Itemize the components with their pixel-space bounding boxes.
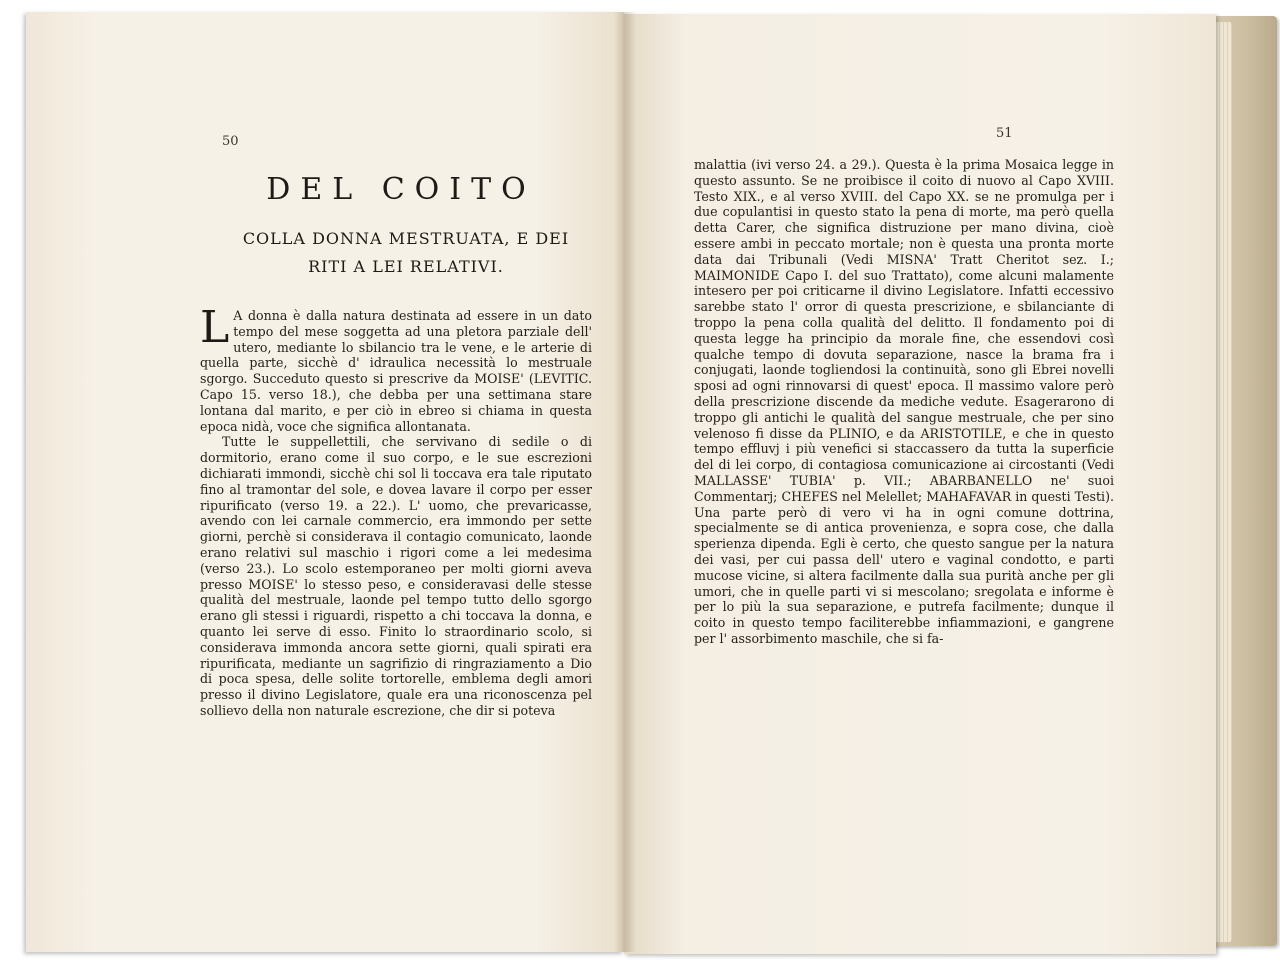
page-number-left: 50 xyxy=(222,134,239,149)
paragraph: malattia (ivi verso 24. a 29.). Questa è la prima Mosaica legge in questo assunto. Se ne proibisce il coito di nuovo al Capo XVIII. Testo XIX., e al verso XVIII. del Capo XX. se ne promulga per i due copulantisi in questo stato la pena di morte, ma però quella detta Carer, che significa distruzione per mano divina, cioè essere ambi in peccato mortale; non è questa una pronta morte data dai Tribunali (Vedi MISNA' Tratt Cheritot sez. I.; MAIMONIDE Capo I. del suo Trattato), come alcuni malamente intesero per poi criticarne il divino Legislatore. Infatti eccessivo sarebbe stato l' orror di questa prescrizione, e sbilanciante di troppo la pena colla qualità del delitto. Il fondamento poi di questa legge ha principio da morale fine, che essendovi così qualche tempo di dovuta separazione, nasce la brama fra i conjugati, laonde togliendosi la continuità, sono gli Ebrei novelli sposi ad ogni rinnovarsi di quest' epoca. Il massimo valore però della prescrizione discende da mediche vedute. Esagerarono di troppo gli antichi le qualità del sangue mestruale, che per sino velenoso fi disse da PLINIO, e da ARISTOTILE, e che in questo tempo effluvj i più venefici si staccassero da tutta la superficie del di lei corpo, di contagiosa comunicazione ai circostanti (Vedi MALLASSE' TUBIA' p. VII.; ABARBANELLO ne' suoi Commentarj; CHEFES nel Melellet; MAHAFAVAR in questi Testi). Una parte però di vero vi ha in ogni comune dottrina, specialmente se di antica provenienza, e sopra cose, che dalla sperienza dipenda. Egli è certo, che questo sangue per la natura dei vasi, per cui passa dell' utero e vaginal condotto, e parti mucose vicine, si altera facilmente dalla sua purità anche per gli umori, che in quelle parti vi si mescolano; sregolata e informe è per lo più la sua separazione, e putrefa facilmente; dunque il coito in questo tempo faciliterebbe infiammazioni, e gangrene per l' assorbimento maschile, che si fa- xyxy=(694,157,1114,646)
paragraph xyxy=(200,302,592,434)
subtitle-line-1: COLLA DONNA MESTRUATA, E DEI xyxy=(242,229,570,248)
page-number-right: 51 xyxy=(996,126,1013,141)
right-page xyxy=(624,14,1216,954)
paragraph-text: A donna è dalla natura destinata ad essere in un dato tempo del mese soggetta ad una pletora parziale dell' utero, mediante lo sbilancio tra le vene, e le arterie di quella parte, sicchè d' idraulica necessità lo mestruale sgorgo. Succeduto questo si prescrive da MOISE' (LEVITIC. Capo 15. verso 18.), che debba per una settimana stare lontana dal marito, e per ciò in ebreo si chiama in questa epoca nidà, voce che significa allontanata. xyxy=(200,308,592,434)
left-text-column xyxy=(200,302,592,719)
book-gutter xyxy=(614,12,636,952)
paragraph: Tutte le suppellettili, che servivano di sedile o di dormitorio, erano come il suo corpo, e le sue escrezioni dichiarati immondi, sicchè chi sol li toccava era tale riputato fino al tramontar del sole, e dovea lavare il corpo per esser ripurificato (verso 19. a 22.). L' uomo, che prevaricasse, avendo con lei carnale commercio, era immondo per sette giorni, perchè si considerava il contagio comunicato, laonde erano relativi sul maschio i rigori come a lei medesima (verso 23.). Lo scolo estemporaneo per molti giorni aveva presso MOISE' lo stesso peso, e consideravasi delle stesse qualità del mestruale, laonde pel tempo tutto dello sgorgo erano gli stessi i riguardi, rispetto a chi toccava la donna, e quanto lei serve di esso. Finito lo straordinario scolo, si considerava immonda ancora sette giorni, quali spirati era ripurificata, mediante un sagrifizio di ringraziamento a Dio di poca spesa, delle solite tortorelle, emblema degli amori presso il divino Legislatore, quale era una riconoscenza pel sollievo della non naturale escrezione, che dir si poteva xyxy=(200,434,592,718)
open-book xyxy=(22,12,1260,960)
drop-cap: L xyxy=(200,302,230,353)
chapter-title: DEL COITO xyxy=(266,172,536,207)
subtitle-line-2: RITI A LEI RELATIVI. xyxy=(308,257,504,276)
chapter-subtitle xyxy=(216,225,596,281)
right-text-column xyxy=(694,157,1114,647)
left-page xyxy=(26,12,624,952)
